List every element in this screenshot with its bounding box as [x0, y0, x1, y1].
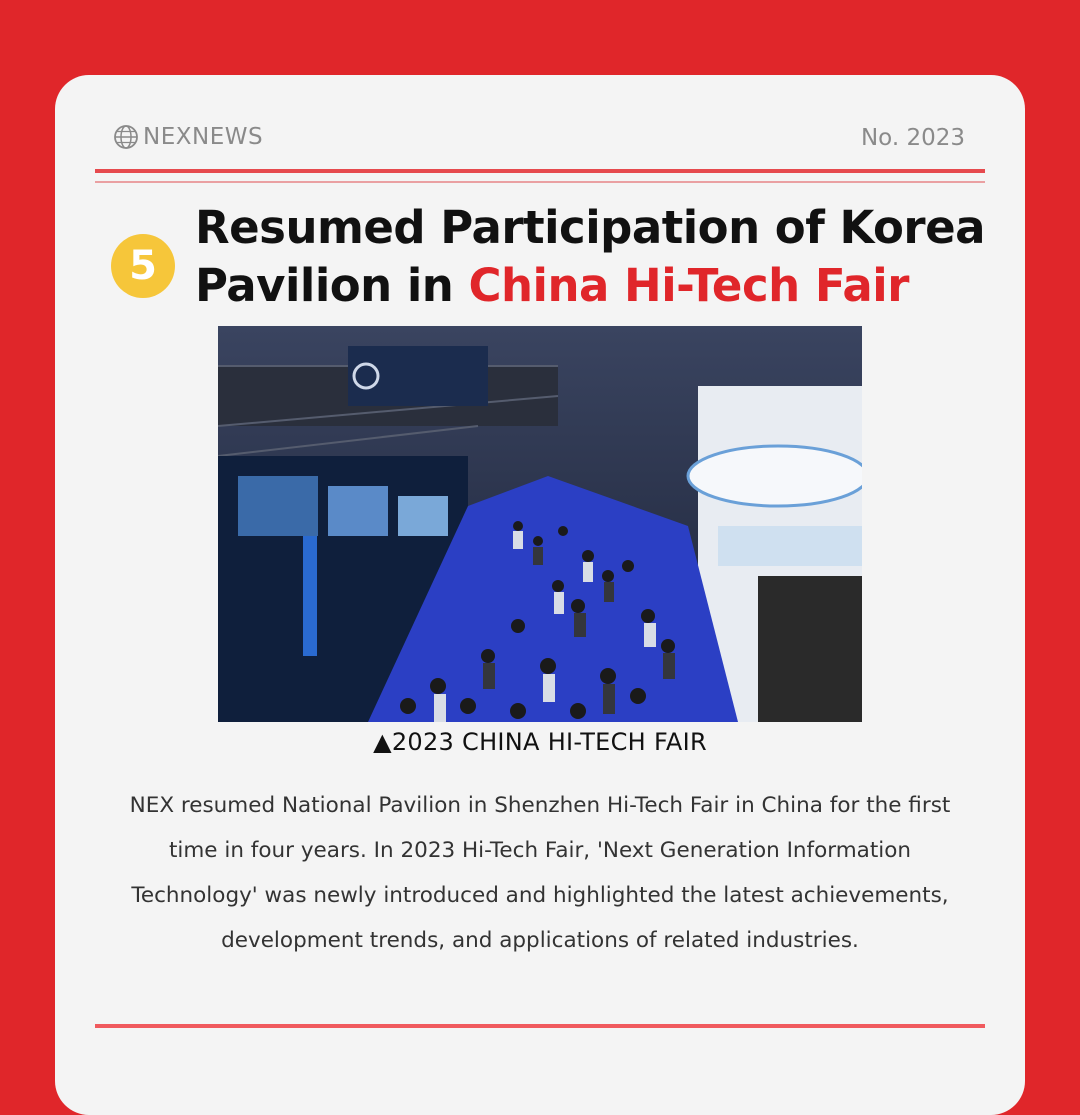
headline-line-1: Resumed Participation of Korea — [195, 201, 986, 254]
news-card — [55, 75, 1025, 1115]
article-headline — [195, 199, 985, 315]
globe-icon — [113, 124, 139, 150]
brand-name: NEXNEWS — [143, 124, 264, 150]
header-divider — [95, 169, 985, 173]
article-number-badge: 5 — [111, 234, 175, 298]
issue-number: No. 2023 — [860, 125, 965, 151]
photo-caption: ▲2023 CHINA HI-TECH FAIR — [373, 728, 707, 756]
brand — [113, 124, 263, 150]
header-divider-thin — [95, 181, 985, 183]
headline-prefix: Pavilion in — [195, 259, 469, 312]
article-photo — [218, 326, 862, 722]
article-body: NEX resumed National Pavilion in Shenzhen Hi-Tech Fair in China for the first time in four years. In 2023 Hi-Tech Fair, 'Next Generation Information Technology' was newly introduced and highlighted the latest achievements, development trends, and applications of related industries. — [129, 793, 951, 953]
footer-divider — [95, 1024, 985, 1028]
headline-line-2 — [195, 257, 985, 315]
headline-highlight: China Hi-Tech Fair — [468, 259, 909, 312]
